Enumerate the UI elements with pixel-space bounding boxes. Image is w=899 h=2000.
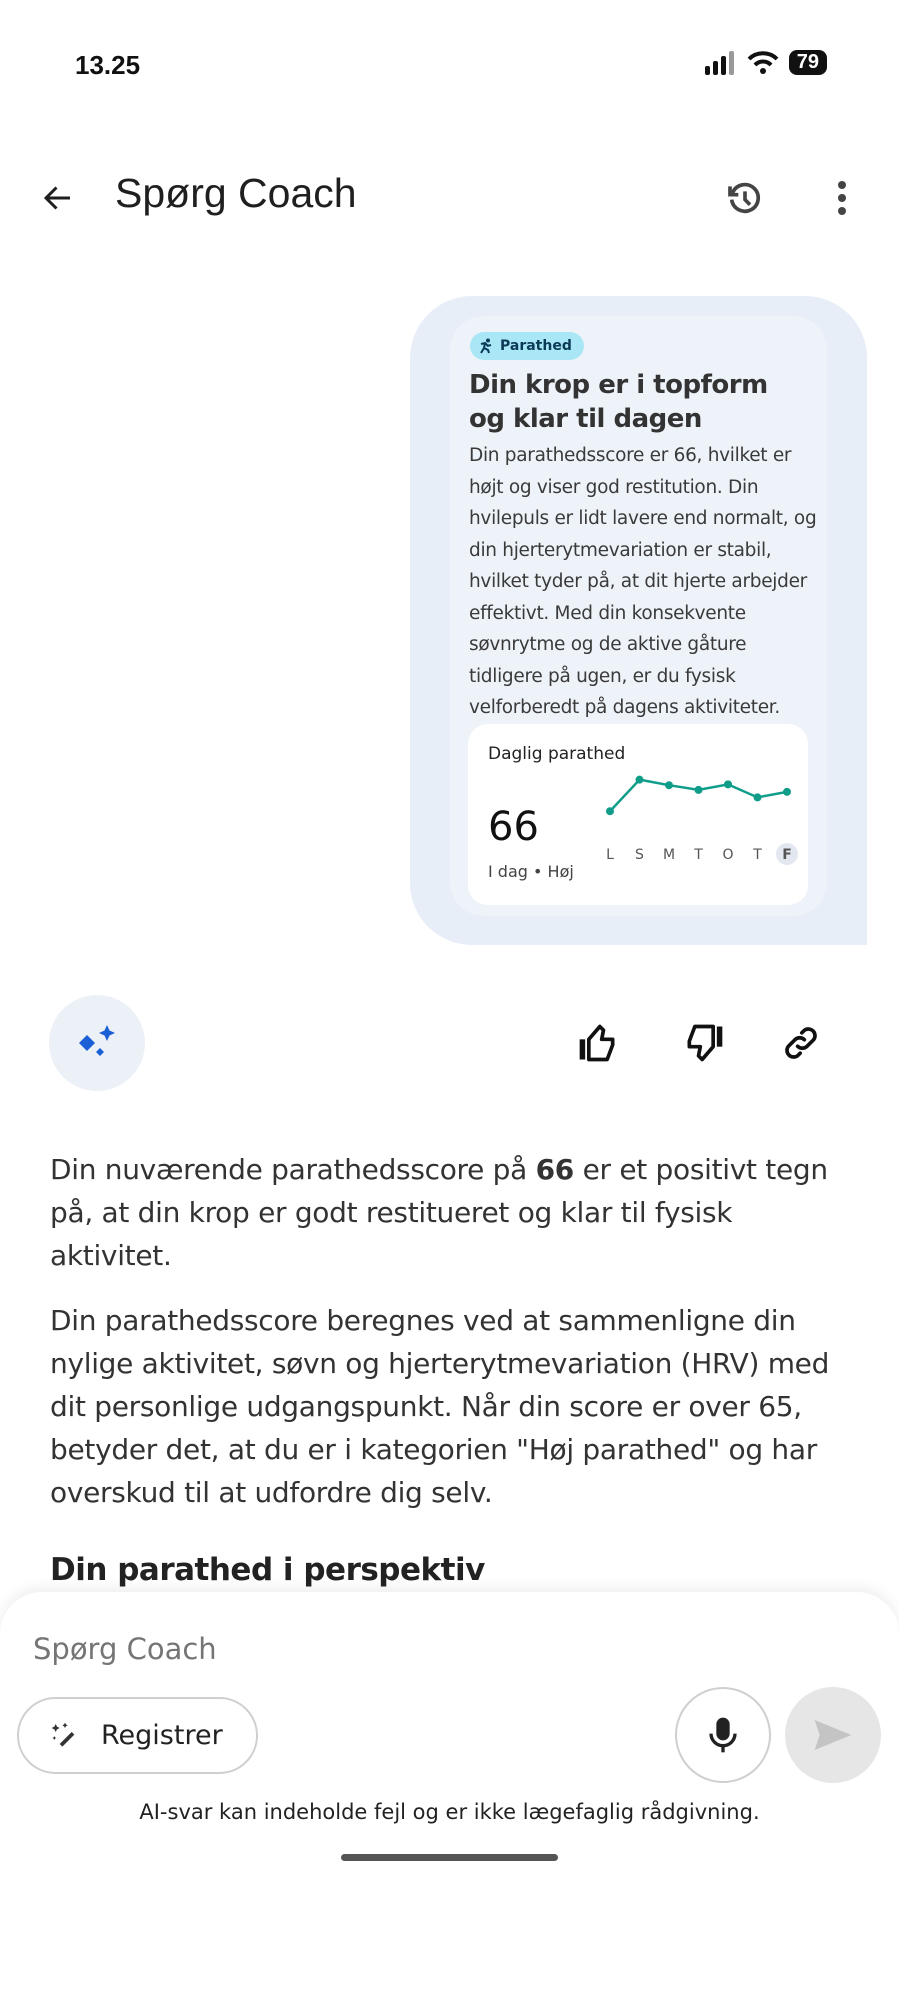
ask-coach-input[interactable] xyxy=(33,1632,633,1666)
para1-text: Din nuværende parathedsscore på xyxy=(50,1153,536,1186)
page-title: Spørg Coach xyxy=(115,170,357,216)
x-tick-label: F xyxy=(782,847,792,863)
more-options-button[interactable] xyxy=(812,168,872,228)
running-person-icon xyxy=(478,338,494,354)
chart-label: Daglig parathed xyxy=(488,744,626,764)
data-point xyxy=(724,780,732,788)
thumbs-up-icon xyxy=(576,1021,620,1065)
status-time: 13.25 xyxy=(75,50,141,80)
daily-readiness-chart-card xyxy=(468,724,808,905)
response-heading: Din parathed i perspektiv xyxy=(50,1552,485,1588)
data-point xyxy=(754,793,762,801)
thumbs-down-button[interactable] xyxy=(674,1013,734,1073)
readiness-chip xyxy=(470,332,584,360)
card-title: Din krop er i topform og klar til dagen xyxy=(469,370,768,434)
readiness-line-chart xyxy=(598,764,798,884)
para1-score: 66 xyxy=(535,1153,574,1186)
x-tick-label: L xyxy=(606,847,614,863)
data-point xyxy=(606,807,614,815)
coach-avatar xyxy=(49,995,145,1091)
register-button[interactable] xyxy=(17,1697,258,1774)
arrow-left-icon xyxy=(40,180,76,216)
readiness-value: 66 xyxy=(488,804,539,850)
register-label: Registrer xyxy=(101,1720,223,1751)
response-paragraph-2: Din parathedsscore beregnes ved at sammenligne din nylige aktivitet, søvn og hjerterytmevariation (HRV) med dit personlige udgangspunkt. Når din score er over 65, betyder det, at du er i kategorien "Høj parathed" og har overskud til at udfordre dig selv. xyxy=(50,1304,830,1509)
data-point xyxy=(636,776,644,784)
status-icons xyxy=(705,50,827,75)
more-vert-icon xyxy=(837,180,847,216)
data-point xyxy=(783,788,791,796)
back-button[interactable] xyxy=(28,168,88,228)
x-tick-label: S xyxy=(635,847,644,863)
para1-text-end: er et positivt tegn på, at din krop er godt restitueret og klar til fysisk aktivitet. xyxy=(50,1153,828,1272)
readiness-subtitle: I dag • Høj xyxy=(488,862,574,881)
card-body: Din parathedsscore er 66, hvilket er højt og viser god restitution. Din hvilepuls er lidt lavere end normalt, og din hjerterytmevariation er stabil, hvilket tyder på, at dit hjerte arbejder effektivt. Med din konsekvente søvnrytme og de aktive gåture tidligere på ugen, er du fysisk velforberedt på dagens aktiviteter. xyxy=(469,445,817,718)
response-paragraph-1 xyxy=(50,1148,850,1277)
magic-pen-icon xyxy=(49,1720,81,1752)
x-tick-label: T xyxy=(694,847,703,863)
send-icon xyxy=(813,1718,853,1752)
send-button[interactable] xyxy=(785,1687,881,1783)
x-tick-label: T xyxy=(753,847,762,863)
wifi-icon xyxy=(747,51,779,75)
history-icon xyxy=(725,178,765,218)
data-point xyxy=(695,786,703,794)
microphone-icon xyxy=(707,1715,739,1755)
battery-indicator: 79 xyxy=(789,50,827,75)
home-indicator[interactable] xyxy=(341,1854,558,1861)
data-point xyxy=(665,781,673,789)
sparkle-icon xyxy=(75,1021,119,1065)
thumbs-down-icon xyxy=(682,1021,726,1065)
chip-label: Parathed xyxy=(500,338,572,354)
signal-icon xyxy=(705,51,737,75)
copy-link-button[interactable] xyxy=(771,1013,831,1073)
history-button[interactable] xyxy=(715,168,775,228)
microphone-button[interactable] xyxy=(675,1687,771,1783)
link-icon xyxy=(781,1023,821,1063)
ai-disclaimer: AI-svar kan indeholde fejl og er ikke lægefaglig rådgivning. xyxy=(139,1800,760,1824)
x-tick-label: M xyxy=(662,847,676,863)
x-tick-label: O xyxy=(722,847,734,863)
thumbs-up-button[interactable] xyxy=(568,1013,628,1073)
